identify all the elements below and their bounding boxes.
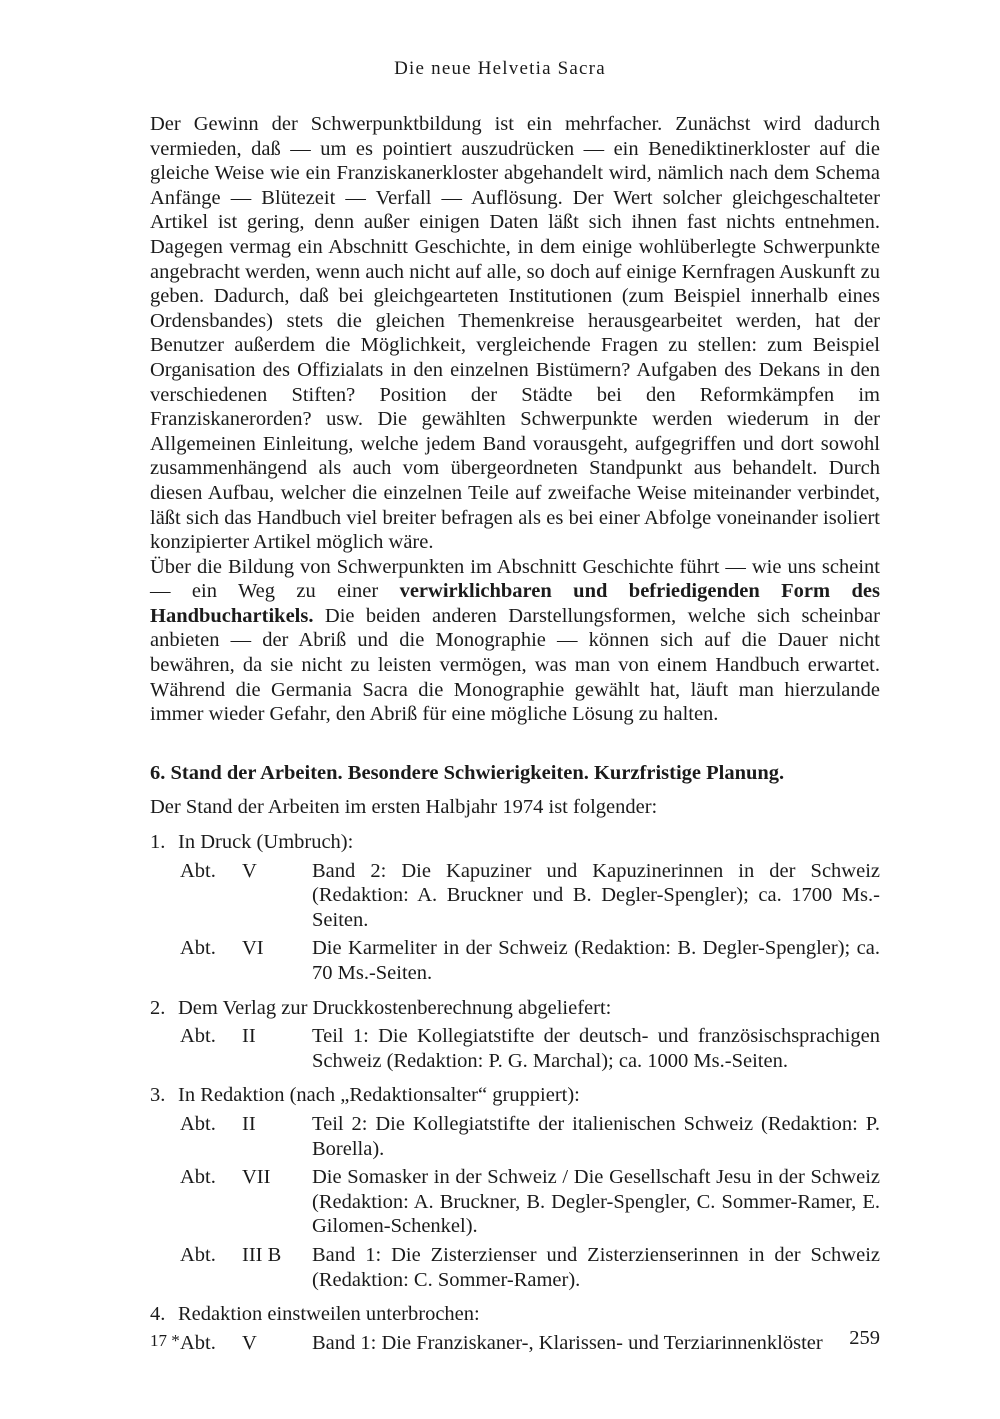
entry-roman: V bbox=[242, 859, 257, 882]
paragraph-2-emphasis: verwirklichbaren und befriedigenden Form des Handbuchartikels. bbox=[150, 580, 880, 627]
entry-text: Band 1: Die Zisterzienser und Zisterzienserinnen in der Schweiz (Redaktion: C. Sommer-Ramer). bbox=[312, 1243, 880, 1291]
entry-text: Die Somasker in der Schweiz / Die Gesellschaft Jesu in der Schweiz (Redaktion: A. Bruckner, B. Degler-Spengler, C. Sommer-Ramer, E. Gilomen-Schenkel). bbox=[312, 1166, 880, 1238]
paragraph-2-start: Über die Bildung von Schwerpunkten im Abschnitt Geschichte führt — wie uns scheint — ein Weg zu einer bbox=[150, 555, 880, 603]
list-number: 3. bbox=[150, 1084, 166, 1107]
entry-abt: Abt. bbox=[180, 1112, 216, 1135]
list-4-heading bbox=[150, 1302, 880, 1327]
entry-roman: II bbox=[242, 1025, 256, 1048]
list-title: Redaktion einstweilen unterbrochen: bbox=[178, 1303, 480, 1326]
list-entry bbox=[180, 1112, 880, 1161]
entry-text: Band 1: Die Franziskaner-, Klarissen- und Terziarinnenklöster bbox=[312, 1331, 823, 1354]
section-intro: Der Stand der Arbeiten im ersten Halbjahr 1974 ist folgender: bbox=[150, 796, 658, 819]
list-number: 4. bbox=[150, 1303, 166, 1326]
page-number: 259 bbox=[849, 1327, 880, 1349]
list-3-heading bbox=[150, 1083, 880, 1108]
entry-roman: VII bbox=[242, 1166, 271, 1189]
entry-text: Teil 1: Die Kollegiatstifte der deutsch- und französischsprachigen Schweiz (Redaktion: P. G. Marchal); ca. 1000 Ms.-Seiten. bbox=[312, 1025, 880, 1072]
entry-abt: Abt. bbox=[180, 1243, 216, 1266]
entry-abt: Abt. bbox=[180, 937, 216, 960]
list-title: In Redaktion (nach „Redaktionsalter“ gruppiert): bbox=[178, 1084, 580, 1107]
list-entry bbox=[180, 936, 880, 985]
list-2-heading bbox=[150, 996, 880, 1021]
running-head: Die neue Helvetia Sacra bbox=[394, 58, 606, 79]
signature-mark: 17 * bbox=[150, 1331, 180, 1350]
entry-roman: II bbox=[242, 1112, 256, 1135]
list-1-heading bbox=[150, 830, 880, 855]
list-entry bbox=[180, 1165, 880, 1239]
list-number: 2. bbox=[150, 996, 166, 1019]
entry-abt: Abt. bbox=[180, 859, 216, 882]
list-entry bbox=[180, 1243, 880, 1292]
entry-abt: Abt. bbox=[180, 1331, 216, 1354]
paragraph-1: Der Gewinn der Schwerpunktbildung ist ein mehrfacher. Zunächst wird dadurch vermieden, daß — um es pointiert auszudrücken — ein Benediktinerkloster auf die gleiche Weise wie ein Franziskanerkloster abgehandelt wird, nämlich nach dem Schema Anfänge — Blütezeit — Verfall — Auflösung. Der Wert solcher gleichgeschalteter Artikel ist gering, denn außer einigen Daten läßt sich ihnen fast nichts entnehmen. Dagegen vermag ein Abschnitt Geschichte, in dem einige wohlüberlegte Schwerpunkte angebracht werden, wenn auch nicht auf alle, so doch auf einige Kernfragen Auskunft zu geben. Dadurch, daß bei gleichgearteten Institutionen (zum Beispiel innerhalb eines Ordensbandes) stets die gleichen Themenkreise herausgearbeitet werden, hat der Benutzer außerdem die Möglichkeit, vergleichende Fragen zu stellen: zum Beispiel Organisation des Offizialats in den einzelnen Bistümern? Aufgaben des Dekans in den verschiedenen Stiften? Position der Städte bei den Reformkämpfen im Franziskanerorden? usw. Die gewählten Schwerpunkte werden wiederum in der Allgemeinen Einleitung, welche jedem Band vorausgeht, aufgegriffen und dort sowohl zusammenhängend als auch vom übergeordneten Standpunkt aus behandelt. Durch diesen Aufbau, welcher die einzelnen Teile auf zweifache Weise miteinander verbindet, läßt sich das Handbuch viel breiter befragen als es bei einer Abfolge voneinander isoliert konzipierter Artikel möglich wäre. bbox=[150, 113, 880, 554]
entry-text: Die Karmeliter in der Schweiz (Redaktion: B. Degler-Spengler); ca. 70 Ms.-Seiten. bbox=[312, 937, 880, 984]
list-entry bbox=[180, 859, 880, 933]
list-title: In Druck (Umbruch): bbox=[178, 831, 354, 854]
paragraph-2 bbox=[150, 555, 880, 727]
entry-text: Band 2: Die Kapuziner und Kapuzinerinnen in der Schweiz (Redaktion: A. Bruckner und B. Degler-Spengler); ca. 1700 Ms.-Seiten. bbox=[312, 859, 880, 931]
paragraph-2-end: Die beiden anderen Darstellungsformen, welche sich scheinbar anbieten — der Abriß und die Monographie — können sich auf die Dauer nicht bewähren, da sie nicht zu leisten vermögen, was man von einem Handbuch erwartet. Während die Germania Sacra die Monographie gewählt hat, läuft man hierzulande immer wieder Gefahr, den Abriß für eine mögliche Lösung zu halten. bbox=[150, 604, 880, 726]
entry-text: Teil 2: Die Kollegiatstifte der italienischen Schweiz (Redaktion: P. Borella). bbox=[312, 1112, 880, 1160]
list-entry bbox=[180, 1331, 880, 1356]
list-entry bbox=[180, 1024, 880, 1073]
section-heading: 6. Stand der Arbeiten. Besondere Schwierigkeiten. Kurzfristige Planung. bbox=[150, 761, 785, 784]
entry-roman: VI bbox=[242, 937, 264, 960]
entry-roman: III B bbox=[242, 1243, 282, 1266]
list-number: 1. bbox=[150, 831, 166, 854]
body-text bbox=[150, 112, 880, 1355]
entry-abt: Abt. bbox=[180, 1025, 216, 1048]
entry-roman: V bbox=[242, 1331, 257, 1354]
list-title: Dem Verlag zur Druckkostenberechnung abgeliefert: bbox=[178, 996, 612, 1019]
entry-abt: Abt. bbox=[180, 1166, 216, 1189]
